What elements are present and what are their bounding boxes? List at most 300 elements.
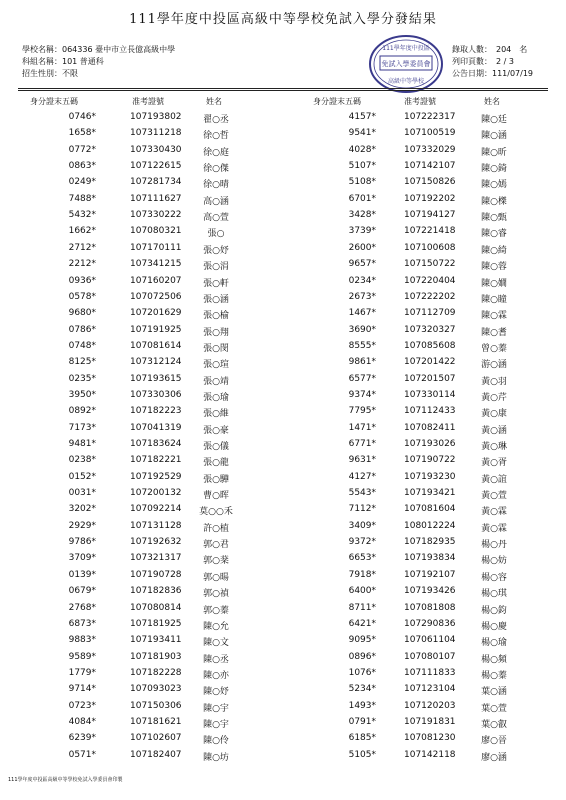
- id-last5: 9374*: [348, 389, 376, 400]
- id-last5: 7488*: [68, 193, 96, 204]
- exam-number: 107100608: [404, 242, 456, 253]
- table-row: [0, 537, 566, 553]
- exam-number: 107193615: [130, 373, 182, 384]
- page-title: 111學年度中投區高級中等學校免試入學分發結果: [129, 12, 437, 27]
- exam-number: 107330114: [404, 389, 456, 400]
- id-last5: 4127*: [348, 471, 376, 482]
- student-name: 陳○涵: [481, 131, 507, 142]
- student-name: 游○涵: [481, 360, 507, 371]
- student-name: 陳○允: [203, 621, 229, 632]
- student-name: 陳○錡: [481, 164, 507, 175]
- table-row: [0, 717, 566, 733]
- exam-number: 107222202: [404, 291, 456, 302]
- student-name: 廖○涵: [481, 752, 507, 763]
- id-last5: 2712*: [68, 242, 96, 253]
- id-last5: 5108*: [348, 177, 376, 188]
- exam-number: 107081614: [130, 340, 182, 351]
- exam-number: 107181621: [130, 716, 182, 727]
- id-last5: 6185*: [348, 733, 376, 744]
- student-name: 翟○丞: [203, 115, 229, 125]
- exam-number: 107192107: [404, 569, 456, 580]
- id-last5: 0892*: [68, 406, 96, 417]
- student-name: 黃○霖: [481, 507, 507, 518]
- id-last5: 0786*: [68, 324, 96, 335]
- student-name: 楊○蓁: [481, 670, 507, 681]
- student-name: 張○軒: [203, 278, 229, 289]
- admission-gender: 招生性別：不限: [22, 69, 78, 78]
- student-name: 黃○羽: [481, 376, 507, 387]
- exam-number: 107192632: [130, 537, 182, 548]
- col-header-name-left: 姓名: [206, 97, 222, 106]
- exam-number: 107182221: [130, 455, 182, 466]
- exam-number: 107061104: [404, 635, 456, 646]
- student-name: 葉○涵: [481, 687, 507, 698]
- table-row: [0, 652, 566, 668]
- header-rule-double: [18, 90, 548, 91]
- id-last5: 1471*: [348, 422, 376, 433]
- id-last5: 0238*: [68, 455, 96, 466]
- table-row: [0, 521, 566, 537]
- exam-number: 107081230: [404, 733, 456, 744]
- exam-number: 107330306: [130, 389, 182, 400]
- exam-number: 107312124: [130, 357, 182, 368]
- student-name: 張○靖: [203, 376, 229, 387]
- exam-number: 107150306: [130, 700, 182, 711]
- exam-number: 107131128: [130, 520, 182, 531]
- id-last5: 3690*: [348, 324, 376, 335]
- id-last5: 9786*: [68, 537, 96, 548]
- col-header-exam-no-right: 准考證號: [404, 97, 436, 106]
- exam-number: 107193802: [130, 112, 182, 122]
- table-row: [0, 504, 566, 520]
- school-info: [22, 44, 175, 80]
- exam-number: 107332029: [404, 144, 456, 155]
- student-name: 張○翔: [203, 327, 229, 338]
- id-last5: 9714*: [68, 684, 96, 695]
- exam-number: 107200132: [130, 488, 182, 499]
- table-row: [0, 439, 566, 455]
- student-name: 高○涵: [203, 196, 229, 207]
- id-last5: 7918*: [348, 569, 376, 580]
- exam-number: 107281734: [130, 177, 182, 188]
- exam-number: 107201422: [404, 357, 456, 368]
- id-last5: 5543*: [348, 488, 376, 499]
- id-last5: 5234*: [348, 684, 376, 695]
- student-name: 黃○康: [481, 409, 507, 420]
- student-name: 張○驊: [203, 474, 229, 485]
- exam-number: 107102607: [130, 733, 182, 744]
- table-row: [0, 684, 566, 700]
- id-last5: 0723*: [68, 700, 96, 711]
- table-row: [0, 226, 566, 242]
- id-last5: 1076*: [348, 667, 376, 678]
- table-row: [0, 472, 566, 488]
- student-name: 張○儀: [203, 442, 229, 452]
- footer-note: 111學年度中投區高級中等學校免試入學委員會印製: [8, 777, 123, 783]
- exam-number: 107142118: [404, 749, 456, 760]
- id-last5: 1658*: [68, 128, 96, 139]
- header-rule: [18, 88, 548, 89]
- exam-number: 107182935: [404, 537, 456, 548]
- id-last5: 0139*: [68, 569, 96, 580]
- student-name: 陳○綺: [481, 245, 507, 256]
- id-last5: 3709*: [68, 553, 96, 564]
- id-last5: 0679*: [68, 586, 96, 597]
- exam-number: 107190722: [404, 455, 456, 466]
- table-row: [0, 635, 566, 651]
- id-last5: 1779*: [68, 667, 96, 678]
- student-name: 莫○○禾: [199, 507, 233, 518]
- id-last5: 6421*: [348, 618, 376, 629]
- id-last5: 6653*: [348, 553, 376, 564]
- table-row: [0, 276, 566, 292]
- id-last5: 7112*: [348, 504, 376, 515]
- col-header-id-left: 身分證末五碼: [30, 97, 78, 106]
- student-name: 郭○蓁: [203, 605, 229, 616]
- table-row: [0, 668, 566, 684]
- id-last5: 0235*: [68, 373, 96, 384]
- exam-number: 107150826: [404, 177, 456, 188]
- table-row: [0, 341, 566, 357]
- exam-number: 107220404: [404, 275, 456, 286]
- table-row: [0, 586, 566, 602]
- student-name: 陳○蓉: [481, 262, 507, 273]
- exam-number: 107170111: [130, 242, 182, 253]
- id-last5: 4084*: [68, 716, 96, 727]
- id-last5: 7173*: [68, 422, 96, 433]
- student-name: 葉○叡: [481, 719, 507, 730]
- admitted-count: 錄取人數： 204 名: [452, 45, 528, 54]
- student-name: 陳○丞: [203, 654, 229, 665]
- id-last5: 4157*: [348, 112, 376, 122]
- student-name: 曾○蓁: [481, 343, 507, 354]
- student-name: 張○龍: [203, 458, 229, 469]
- table-row: [0, 374, 566, 390]
- exam-number: 107191831: [404, 716, 456, 727]
- exam-number: 107085608: [404, 340, 456, 351]
- col-header-name-right: 姓名: [484, 97, 500, 106]
- student-name: 黃○萱: [481, 491, 507, 502]
- id-last5: 9657*: [348, 259, 376, 270]
- exam-number: 107201629: [130, 308, 182, 319]
- exam-number: 107191925: [130, 324, 182, 335]
- student-name: 楊○容: [481, 572, 507, 583]
- id-last5: 3739*: [348, 226, 376, 237]
- student-name: 許○植: [203, 523, 229, 534]
- student-name: 郭○暘: [203, 572, 229, 583]
- table-row: [0, 292, 566, 308]
- id-last5: 3202*: [68, 504, 96, 515]
- id-last5: 0031*: [68, 488, 96, 499]
- exam-number: 107193411: [130, 635, 182, 646]
- table-row: [0, 145, 566, 161]
- student-name: 黃○霖: [481, 523, 507, 534]
- exam-number: 107142107: [404, 161, 456, 172]
- exam-number: 107080814: [130, 602, 182, 613]
- table-row: [0, 210, 566, 226]
- exam-number: 107041319: [130, 422, 182, 433]
- id-last5: 0896*: [348, 651, 376, 662]
- table-row: [0, 112, 566, 128]
- exam-number: 107193421: [404, 488, 456, 499]
- col-header-id-right: 身分證末五碼: [313, 97, 361, 106]
- id-last5: 8555*: [348, 340, 376, 351]
- exam-number: 107193426: [404, 586, 456, 597]
- id-last5: 9541*: [348, 128, 376, 139]
- student-name: 張○榆: [203, 311, 229, 322]
- announcement-date: 公告日期：111/07/19: [452, 69, 534, 78]
- id-last5: 0578*: [68, 291, 96, 302]
- id-last5: 9095*: [348, 635, 376, 646]
- id-last5: 9589*: [68, 651, 96, 662]
- student-name: 曹○晖: [203, 491, 229, 502]
- exam-number: 107321317: [130, 553, 182, 564]
- student-name: 廖○晉: [481, 736, 507, 747]
- exam-number: 107081604: [404, 504, 456, 515]
- student-name: 楊○頻: [481, 654, 507, 665]
- student-name: 陳○霖: [481, 311, 507, 322]
- exam-number: 107330430: [130, 144, 182, 155]
- id-last5: 9861*: [348, 357, 376, 368]
- id-last5: 3950*: [68, 389, 96, 400]
- exam-number: 107183624: [130, 439, 182, 449]
- student-name: 陳○亦: [203, 670, 229, 681]
- table-row: [0, 553, 566, 569]
- id-last5: 2673*: [348, 291, 376, 302]
- id-last5: 2600*: [348, 242, 376, 253]
- id-last5: 6400*: [348, 586, 376, 597]
- student-name: 黃○芹: [481, 392, 507, 403]
- exam-number: 107192529: [130, 471, 182, 482]
- student-name: 楊○丹: [481, 540, 507, 551]
- exam-number: 107182228: [130, 667, 182, 678]
- student-name: 陳○妤: [203, 687, 229, 698]
- student-name: 楊○慶: [481, 621, 507, 632]
- student-name: 張○妤: [203, 245, 229, 256]
- school-name: 學校名稱：064336 臺中市立長億高級中學: [22, 45, 176, 54]
- svg-text:111學年度中投區: 111學年度中投區: [382, 45, 430, 52]
- id-last5: 0249*: [68, 177, 96, 188]
- student-name: 高○萱: [203, 213, 229, 224]
- id-last5: 9680*: [68, 308, 96, 319]
- id-last5: 9481*: [68, 439, 96, 449]
- id-last5: 6239*: [68, 733, 96, 744]
- id-last5: 3428*: [348, 210, 376, 221]
- student-name: 陳○伶: [203, 736, 229, 747]
- student-name: 張○瑜: [203, 392, 229, 403]
- exam-number: 107150722: [404, 259, 456, 270]
- exam-number: 107194127: [404, 210, 456, 221]
- id-last5: 0863*: [68, 161, 96, 172]
- exam-number: 107221418: [404, 226, 456, 237]
- id-last5: 1662*: [68, 226, 96, 237]
- id-last5: 0571*: [68, 749, 96, 760]
- table-row: [0, 701, 566, 717]
- student-name: 陳○嫺: [481, 278, 507, 289]
- id-last5: 6873*: [68, 618, 96, 629]
- id-last5: 8711*: [348, 602, 376, 613]
- id-last5: 5105*: [348, 749, 376, 760]
- exam-number: 107082411: [404, 422, 456, 433]
- id-last5: 0746*: [68, 112, 96, 122]
- table-row: [0, 177, 566, 193]
- exam-number: 107072506: [130, 291, 182, 302]
- id-last5: 6701*: [348, 193, 376, 204]
- student-name: 陳○耆: [481, 327, 507, 338]
- svg-text:免試入學委員會: 免試入學委員會: [381, 60, 431, 68]
- exam-number: 107080107: [404, 651, 456, 662]
- student-name: 陳○宇: [203, 719, 229, 730]
- student-name: 張○維: [203, 409, 229, 420]
- table-row: [0, 750, 566, 766]
- exam-number: 107222317: [404, 112, 456, 122]
- student-name: 陳○廷: [481, 115, 507, 125]
- exam-number: 107190728: [130, 569, 182, 580]
- id-last5: 9631*: [348, 455, 376, 466]
- student-name: 楊○鈞: [481, 605, 507, 616]
- exam-number: 107111627: [130, 193, 182, 204]
- id-last5: 9372*: [348, 537, 376, 548]
- table-row: [0, 259, 566, 275]
- student-name: 陳○睿: [481, 229, 507, 240]
- student-name: 張○: [207, 229, 225, 240]
- student-name: 徐○庭: [203, 147, 229, 158]
- student-name: 黃○胥: [481, 458, 507, 469]
- svg-text:高級中等學校: 高級中等學校: [387, 78, 425, 85]
- student-name: 張○涵: [203, 294, 229, 305]
- table-row: [0, 406, 566, 422]
- id-last5: 0791*: [348, 716, 376, 727]
- department-name: 科組名稱：101 普通科: [22, 57, 104, 66]
- exam-number: 107201507: [404, 373, 456, 384]
- student-name: 楊○妨: [481, 556, 507, 567]
- id-last5: 0234*: [348, 275, 376, 286]
- student-name: 陳○宇: [203, 703, 229, 714]
- exam-number: 107311218: [130, 128, 182, 139]
- table-row: [0, 619, 566, 635]
- exam-number: 107080321: [130, 226, 182, 237]
- id-last5: 0748*: [68, 340, 96, 351]
- committee-seal-stamp: [368, 34, 444, 94]
- exam-number: 107100519: [404, 128, 456, 139]
- table-row: [0, 161, 566, 177]
- exam-number: 107182407: [130, 749, 182, 760]
- student-name: 郭○棻: [203, 556, 229, 567]
- table-row: [0, 128, 566, 144]
- exam-number: 107093023: [130, 684, 182, 695]
- student-name: 陳○榤: [481, 196, 507, 207]
- exam-number: 107123104: [404, 684, 456, 695]
- id-last5: 4028*: [348, 144, 376, 155]
- table-row: [0, 194, 566, 210]
- exam-number: 107290836: [404, 618, 456, 629]
- exam-number: 107181925: [130, 618, 182, 629]
- exam-number: 107181903: [130, 651, 182, 662]
- table-row: [0, 308, 566, 324]
- exam-number: 107111833: [404, 667, 456, 678]
- exam-number: 107341215: [130, 259, 182, 270]
- student-name: 陳○嫣: [481, 180, 507, 191]
- student-name: 郭○君: [203, 540, 229, 551]
- table-row: [0, 423, 566, 439]
- exam-number: 107122615: [130, 161, 182, 172]
- table-row: [0, 455, 566, 471]
- student-name: 楊○瑜: [481, 638, 507, 649]
- id-last5: 9883*: [68, 635, 96, 646]
- id-last5: 2212*: [68, 259, 96, 270]
- student-name: 陳○瞳: [481, 294, 507, 305]
- student-name: 陳○甄: [481, 213, 507, 224]
- exam-number: 107120203: [404, 700, 456, 711]
- id-last5: 1493*: [348, 700, 376, 711]
- student-name: 楊○琪: [481, 589, 507, 600]
- student-name: 葉○萱: [481, 703, 507, 714]
- student-name: 陳○昕: [481, 147, 507, 158]
- student-name: 郭○禎: [203, 589, 229, 600]
- table-row: [0, 488, 566, 504]
- student-name: 張○閔: [203, 343, 229, 354]
- page-count: 列印頁數： 2 / 3: [452, 57, 514, 66]
- exam-number: 107112433: [404, 406, 456, 417]
- id-last5: 0772*: [68, 144, 96, 155]
- exam-number: 107193230: [404, 471, 456, 482]
- student-name: 黃○涵: [481, 425, 507, 436]
- student-name: 陳○坊: [203, 752, 229, 763]
- student-name: 張○瑄: [203, 360, 229, 371]
- exam-number: 107192202: [404, 193, 456, 204]
- exam-number: 107160207: [130, 275, 182, 286]
- table-row: [0, 603, 566, 619]
- student-name: 黃○琳: [481, 442, 507, 452]
- exam-number: 107320327: [404, 324, 456, 335]
- table-row: [0, 570, 566, 586]
- id-last5: 2929*: [68, 520, 96, 531]
- student-name: 張○豪: [203, 425, 229, 436]
- exam-number: 107081808: [404, 602, 456, 613]
- id-last5: 0936*: [68, 275, 96, 286]
- exam-number: 107193834: [404, 553, 456, 564]
- id-last5: 2768*: [68, 602, 96, 613]
- exam-number: 107182223: [130, 406, 182, 417]
- id-last5: 0152*: [68, 471, 96, 482]
- col-header-exam-no-left: 准考證號: [132, 97, 164, 106]
- exam-number: 107330222: [130, 210, 182, 221]
- id-last5: 5432*: [68, 210, 96, 221]
- id-last5: 7795*: [348, 406, 376, 417]
- student-name: 張○涓: [203, 262, 229, 273]
- id-last5: 6577*: [348, 373, 376, 384]
- exam-number: 107092214: [130, 504, 182, 515]
- admission-summary: [452, 44, 533, 80]
- student-name: 徐○哲: [203, 131, 229, 142]
- id-last5: 3409*: [348, 520, 376, 531]
- student-name: 黃○誼: [481, 474, 507, 485]
- student-name: 徐○傑: [203, 164, 229, 175]
- table-row: [0, 733, 566, 749]
- id-last5: 1467*: [348, 308, 376, 319]
- id-last5: 8125*: [68, 357, 96, 368]
- id-last5: 6771*: [348, 439, 376, 449]
- table-row: [0, 243, 566, 259]
- exam-number: 108012224: [404, 520, 456, 531]
- table-row: [0, 325, 566, 341]
- exam-number: 107193026: [404, 439, 456, 449]
- exam-number: 107182836: [130, 586, 182, 597]
- student-name: 陳○文: [203, 638, 229, 649]
- student-name: 徐○晴: [203, 180, 229, 191]
- table-row: [0, 390, 566, 406]
- id-last5: 5107*: [348, 161, 376, 172]
